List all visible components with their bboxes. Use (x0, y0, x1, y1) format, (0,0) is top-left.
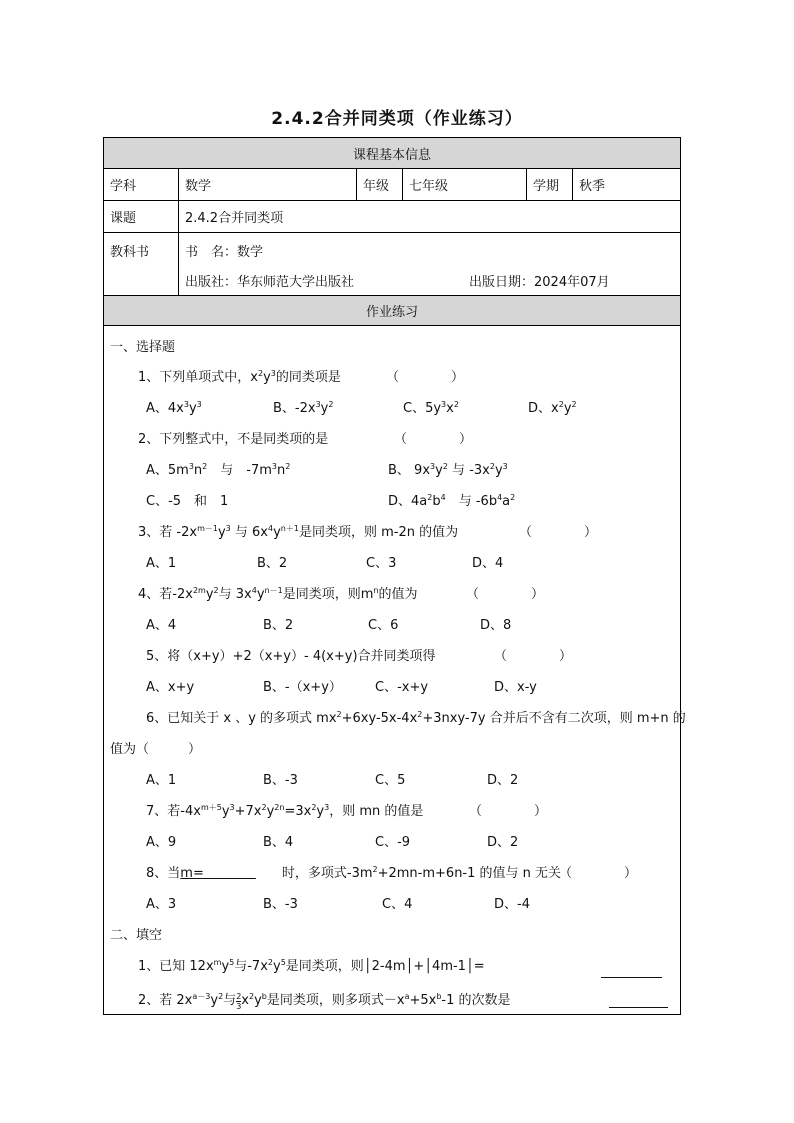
q5-option-c: C、-x+y (375, 680, 429, 695)
f2-stem-mid2: x (241, 993, 249, 1008)
term-label: 学期 (527, 169, 573, 201)
q3-stem: 3、若 $-2x^{m-1}y^3$ 与 $6x^4y^{n+1}$是同类项，则 m-2n 的值为 (138, 524, 459, 540)
q7-stem-mid: y (221, 804, 230, 819)
q2-paren: （ ） (394, 432, 473, 447)
q4-option-c: C、6 (368, 618, 399, 633)
q4-option-d: D、8 (480, 618, 512, 633)
q8-option-c: C、4 (382, 897, 413, 912)
q2-b-text: B、 9x (388, 463, 431, 478)
q3-option-a: A、1 (146, 556, 177, 571)
q1-a-text: A、4x (146, 401, 184, 416)
q3-stem-pre: 3、若 -2x (138, 525, 198, 540)
topic-label: 课题 (104, 201, 179, 233)
q6-option-b: B、-3 (263, 773, 298, 788)
f2-stem-post: 是同类项，则多项式－x (266, 993, 405, 1008)
q1-paren: （ ） (386, 370, 465, 385)
q8-option-b: B、-3 (263, 897, 298, 912)
q7-stem: 7、若$-4x^{m+5}y^3+7x^2y^{2n}=3x^2y^3$，则 mn 的值是 (146, 803, 424, 819)
q5-paren: （ ） (494, 649, 573, 664)
q7-option-c: C、-9 (375, 835, 411, 850)
q2-d-text2: 与 -6b (458, 494, 498, 509)
q3-stem-mid2: 与 6x (230, 525, 268, 540)
grade-value: 七年级 (403, 169, 527, 201)
q1-stem-pre: 1、下列单项式中， (138, 370, 251, 385)
q8-stem-pre: 8、当 (146, 866, 181, 881)
q6-stem: 6、已知关于 x 、y 的多项式 $mx^2+6xy-5x-4x^2+3nxy-7y$ 合并后不含有二次项，则 m+n 的 (146, 710, 686, 726)
q2-a-text: A、5m (146, 463, 189, 478)
q2-stem: 2、下列整式中，不是同类项的是 (138, 432, 329, 447)
homework-header: 作业练习 (104, 296, 681, 326)
f2-stem: 2、若 $2x^{a-3}y^2$与 $\frac{2}{3}$ $x^2y^b$是同类项，则多项式$-x^a+5x^b-1$ 的次数是 (138, 992, 511, 1011)
q8-fill-blank (204, 866, 256, 881)
book-name: 书 名：数学 (185, 245, 264, 260)
grade-label: 年级 (357, 169, 403, 201)
q1-d-text: D、x (528, 401, 559, 416)
q6-stem-pre: 6、已知关于 x 、y 的多项式 mx (146, 711, 337, 726)
q2-option-c: C、-5 和 1 (146, 494, 229, 509)
q7-option-b: B、4 (263, 835, 294, 850)
f2-answer-blank[interactable] (609, 1006, 668, 1008)
q2-d-text: D、4a (388, 494, 428, 509)
f1-stem-pre: 1、已知 12x (138, 959, 214, 974)
page-title: 2.4.2合并同类项（作业练习） (271, 109, 523, 129)
subject-value: 数学 (179, 169, 357, 201)
q5-option-a: A、x+y (146, 680, 195, 695)
q4-option-b: B、2 (263, 618, 294, 633)
q6-stem-mid: +6xy-5x-4x (341, 711, 418, 726)
q7-paren: （ ） (469, 804, 548, 819)
q4-stem-mid: 与 3x (218, 587, 252, 602)
q3-option-c: C、3 (366, 556, 397, 571)
q6-stem-post: +3nxy-7y 合并后不含有二次项，则 m+n 的 (422, 711, 686, 726)
section-choice-title: 一、选择题 (110, 340, 176, 355)
q7-stem-pre: 7、若-4x (146, 804, 201, 819)
f1-answer-blank[interactable] (601, 976, 662, 978)
q6-option-c: C、5 (375, 773, 406, 788)
q7-option-d: D、2 (487, 835, 519, 850)
q3-option-d: D、4 (472, 556, 504, 571)
q6-option-d: D、2 (487, 773, 519, 788)
f1-stem: 1、已知 $12x^my^5$与$-7x^2y^5$是同类项，则│2-4m│+│4m-1│= (138, 958, 485, 974)
q8-stem-post: +2mn-m+6n-1 的值与 n 无关 (377, 866, 562, 881)
q1-stem: 1、下列单项式中，$x^2y^3$的同类项是 (138, 369, 341, 385)
book-date: 出版日期：2024年07月 (469, 275, 610, 290)
q1-option-d: D、$x^2y^2$ (528, 400, 577, 416)
q1-c-text: C、5y (403, 401, 442, 416)
f2-stem-mid: 与 (223, 993, 237, 1008)
q7-stem-post: ，则 mn 的值是 (329, 804, 424, 819)
q2-option-d: D、$4a^2b^4$ 与 $-6b^4a^2$ (388, 493, 516, 509)
q6-option-a: A、1 (146, 773, 177, 788)
f2-stem-pre: 2、若 2x (138, 993, 193, 1008)
q1-option-c: C、$5y^3x^2$ (403, 400, 459, 416)
info-header: 课程基本信息 (104, 138, 681, 169)
q8-stem: 8、当m= 时，多项式$-3m^2+2mn-m+6n-1$ 的值与 n 无关 (146, 865, 562, 881)
q5-option-d: D、x-y (494, 680, 537, 695)
q8-stem-mid: 时，多项式-3m (281, 866, 373, 881)
f2-stem-end: +5x (409, 993, 437, 1008)
q1-option-a: A、$4x^3y^3$ (146, 400, 202, 416)
topic-value: 2.4.2合并同类项 (179, 201, 681, 233)
f1-stem-mid: 与-7x (234, 959, 268, 974)
term-value: 秋季 (573, 169, 681, 201)
q5-option-b: B、-（x+y） (263, 680, 342, 695)
q4-stem-pre: 4、若-2x (138, 587, 193, 602)
q7-option-a: A、9 (146, 835, 177, 850)
q7-stem-mid3: =3x (284, 804, 312, 819)
q1-stem-post: 的同类项是 (275, 370, 341, 385)
f2-stem-end2: -1 的次数是 (441, 993, 511, 1008)
q4-stem-end: 的值为 (378, 587, 418, 602)
q4-stem-post: 是同类项，则m (282, 587, 374, 602)
q4-option-a: A、4 (146, 618, 177, 633)
textbook-info (179, 233, 681, 296)
q5-stem: 5、将（x+y）+2（x+y）- 4(x+y)合并同类项得 (146, 649, 436, 664)
course-info-table (103, 137, 686, 1015)
q2-b-text2: 与 -3x (452, 463, 490, 478)
q8-option-a: A、3 (146, 897, 177, 912)
f2-frac-den: 3 (236, 1002, 242, 1011)
homework-body (104, 326, 686, 1015)
q3-paren: （ ） (519, 525, 598, 540)
section-fill-title: 二、填空 (110, 928, 163, 943)
q3-stem-mid: y (217, 525, 226, 540)
q7-stem-mid2: +7x (234, 804, 262, 819)
q1-option-b: B、$-2x^3y^2$ (273, 400, 334, 416)
f2-frac-num: 2 (236, 992, 242, 1001)
q8-option-d: D、-4 (494, 897, 530, 912)
subject-label: 学科 (104, 169, 179, 201)
textbook-label: 教科书 (104, 233, 179, 296)
q2-a-text2: 与 -7m (220, 463, 272, 478)
book-publisher: 出版社：华东师范大学出版社 (185, 275, 355, 290)
f1-stem-post: 是同类项，则│2-4m│+│4m-1│= (285, 959, 485, 974)
q6-stem-line2: 值为（ ） (110, 742, 202, 757)
q4-paren: （ ） (466, 587, 545, 602)
q8-fill: m= (180, 866, 204, 881)
q2-option-b: B、 $9x^3y^2$ 与 $-3x^2y^3$ (388, 462, 508, 478)
q3-stem-post: 是同类项，则 m-2n 的值为 (298, 525, 459, 540)
q2-option-a: A、$5m^3n^2$ 与 $-7m^3n^2$ (146, 462, 291, 478)
q1-b-text: B、-2x (273, 401, 316, 416)
q8-paren: （ ） (559, 866, 638, 881)
q3-option-b: B、2 (257, 556, 288, 571)
q4-stem: 4、若$-2x^{2m}y^2$与 $3x^4y^{n-1}$是同类项，则$m^n$的值为 (138, 586, 418, 602)
